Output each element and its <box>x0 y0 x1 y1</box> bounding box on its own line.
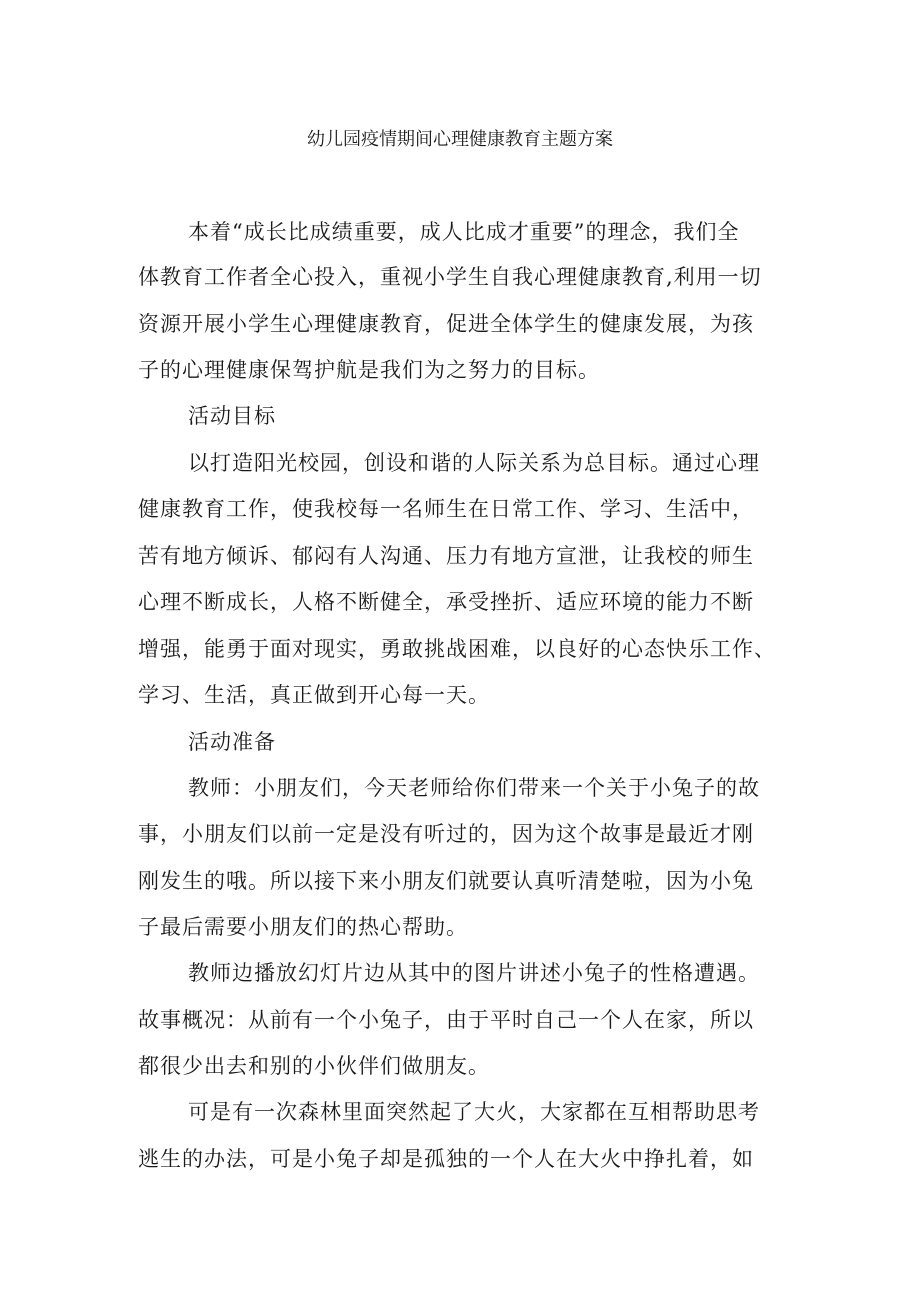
paragraph-line: 体教育工作者全心投入，重视小学生自我心理健康教育,利用一切 <box>138 265 762 289</box>
paragraph-line: 子最后需要小朋友们的热心帮助。 <box>138 915 468 939</box>
paragraph-line: 资源开展小学生心理健康教育，促进全体学生的健康发展，为孩 <box>138 312 754 336</box>
paragraph-line: 子的心理健康保驾护航是我们为之努力的目标。 <box>138 358 600 382</box>
paragraph-line: 增强，能勇于面对现实，勇敢挑战困难，以良好的心态快乐工作、 <box>138 637 776 661</box>
paragraph-line: 本着“成长比成绩重要，成人比成才重要”的理念，我们全 <box>188 220 740 244</box>
paragraph-line: 都很少出去和别的小伙伴们做朋友。 <box>138 1054 490 1078</box>
paragraph-line: 逃生的办法，可是小兔子却是孤独的一个人在大火中挣扎着，如 <box>138 1147 754 1171</box>
paragraph-line: 学习、生活，真正做到开心每一天。 <box>138 683 490 707</box>
paragraph-line: 教师边播放幻灯片边从其中的图片讲述小兔子的性格遭遇。 <box>188 961 760 985</box>
paragraph-line: 健康教育工作，使我校每一名师生在日常工作、学习、生活中， <box>138 497 754 521</box>
paragraph-line: 心理不断成长，人格不断健全，承受挫折、适应环境的能力不断 <box>138 590 754 614</box>
section-heading: 活动目标 <box>188 404 276 428</box>
paragraph-line: 事，小朋友们以前一定是没有听过的，因为这个故事是最近才刚 <box>138 822 754 846</box>
paragraph-line: 故事概况：从前有一个小兔子，由于平时自己一个人在家，所以 <box>138 1008 754 1032</box>
paragraph-line: 以打造阳光校园，创设和谐的人际关系为总目标。通过心理 <box>188 451 760 475</box>
paragraph-line: 刚发生的哦。所以接下来小朋友们就要认真听清楚啦，因为小兔 <box>138 869 754 893</box>
paragraph-line: 苦有地方倾诉、郁闷有人沟通、压力有地方宣泄，让我校的师生 <box>138 544 754 568</box>
paragraph-line: 教师：小朋友们，今天老师给你们带来一个关于小兔子的故 <box>188 776 760 800</box>
paragraph-line: 可是有一次森林里面突然起了大火，大家都在互相帮助思考 <box>188 1100 760 1124</box>
document-title: 幼儿园疫情期间心理健康教育主题方案 <box>307 129 613 150</box>
section-heading: 活动准备 <box>188 730 276 754</box>
